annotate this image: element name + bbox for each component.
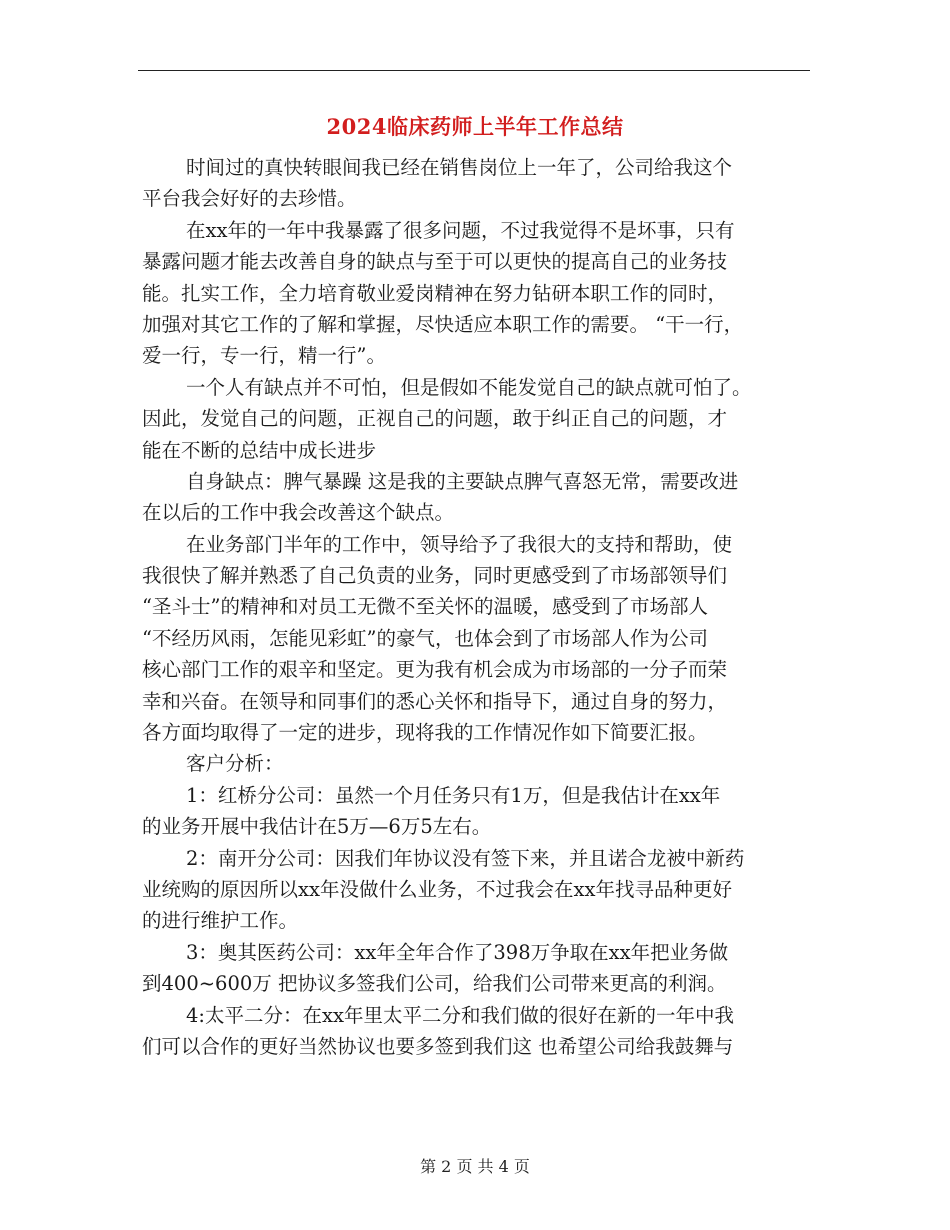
text-line: 能在不断的总结中成长进步 [142, 438, 377, 462]
text-line: 自身缺点：脾气暴躁 这是我的主要缺点脾气喜怒无常，需要改进 [186, 469, 739, 493]
text-line: 平台我会好好的去珍惜。 [142, 187, 357, 211]
text-line: 客户分析： [186, 752, 284, 776]
text-line: 幸和兴奋。在领导和同事们的悉心关怀和指导下，通过自身的努力， [142, 689, 728, 713]
page-footer: 第 2 页 共 4 页 [420, 1157, 530, 1176]
text-line: 爱一行，专一行，精一行”。 [142, 344, 386, 368]
text-line: 业统购的原因所以xx年没做什么业务，不过我会在xx年找寻品种更好 [142, 877, 732, 901]
text-line: 核心部门工作的艰辛和坚定。更为我有机会成为市场部的一分子而荣 [142, 658, 728, 682]
text-line: 在以后的工作中我会改善这个缺点。 [142, 501, 455, 525]
text-line: 们可以合作的更好当然协议也要多签到我们这 也希望公司给我鼓舞与 [142, 1034, 734, 1058]
text-line: 暴露问题才能去改善自身的缺点与至于可以更快的提高自己的业务技 [142, 250, 728, 274]
text-line: “圣斗士”的精神和对员工无微不至关怀的温暖，感受到了市场部人 [142, 595, 708, 619]
text-line: 4:太平二分：在xx年里太平二分和我们做的很好在新的一年中我 [186, 1003, 734, 1027]
text-line: 一个人有缺点并不可怕，但是假如不能发觉自己的缺点就可怕了。 [186, 375, 752, 399]
text-line: 的进行维护工作。 [142, 909, 299, 933]
document-title: 2024临床药师上半年工作总结 [326, 114, 624, 139]
document-body [142, 152, 810, 1062]
text-line: 2：南开分公司：因我们年协议没有签下来，并且诺合龙被中新药 [186, 846, 745, 870]
text-line: 各方面均取得了一定的进步，现将我的工作情况作如下简要汇报。 [142, 721, 708, 745]
text-line: 的业务开展中我估计在5万—6万5左右。 [142, 815, 492, 839]
text-line: 3：奥其医药公司：xx年全年合作了398万争取在xx年把业务做 [186, 940, 729, 964]
text-line: 能。扎实工作，全力培育敬业爱岗精神在努力钻研本职工作的同时， [142, 281, 728, 305]
text-line: “不经历风雨，怎能见彩虹”的豪气，也体会到了市场部人作为公司 [142, 626, 708, 650]
text-line: 因此，发觉自己的问题，正视自己的问题，敢于纠正自己的问题，才 [142, 407, 728, 431]
text-line: 加强对其它工作的了解和掌握，尽快适应本职工作的需要。 “干一行， [142, 312, 744, 336]
text-line: 在xx年的一年中我暴露了很多问题，不过我觉得不是坏事，只有 [186, 218, 735, 242]
text-line: 我很快了解并熟悉了自己负责的业务，同时更感受到了市场部领导们 [142, 564, 728, 588]
text-line: 1：红桥分公司：虽然一个月任务只有1万，但是我估计在xx年 [186, 783, 721, 807]
header-rule [138, 70, 810, 71]
text-line: 在业务部门半年的工作中，领导给予了我很大的支持和帮助，使 [186, 532, 733, 556]
text-line: 时间过的真快转眼间我已经在销售岗位上一年了，公司给我这个 [186, 156, 733, 179]
text-line: 到400~600万 把协议多签我们公司，给我们公司带来更高的利润。 [142, 972, 727, 996]
